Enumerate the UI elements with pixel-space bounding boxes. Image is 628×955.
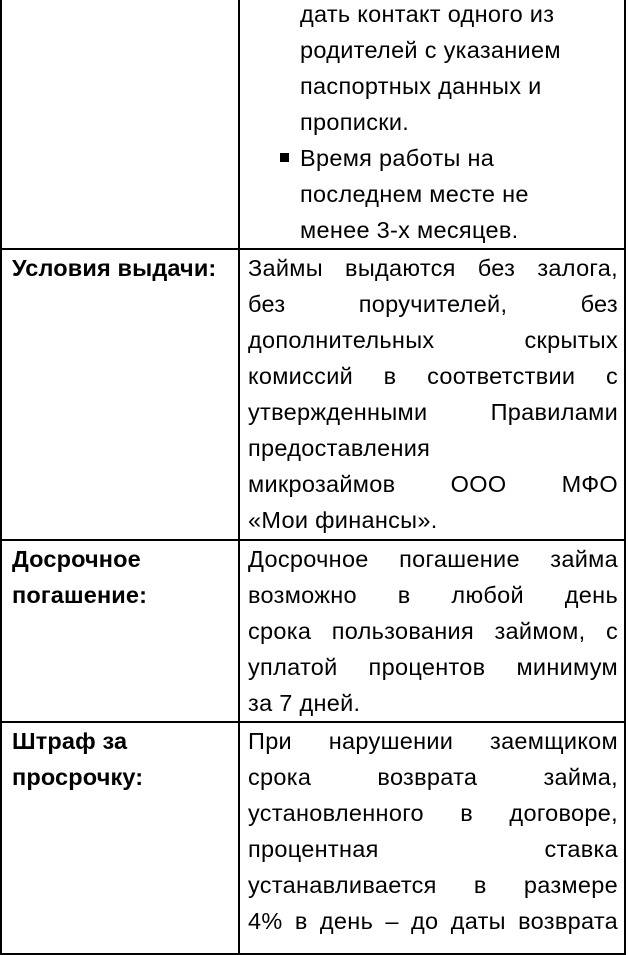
text-line: устанавливается в размере	[248, 872, 618, 898]
text-line: менее 3-х месяцев.	[300, 217, 519, 243]
text-line: дополнительных скрытых	[248, 327, 618, 353]
value-cell-early-repayment	[239, 540, 625, 722]
text-line: 4% в день – до даты возврата	[248, 908, 618, 934]
list-item	[300, 140, 618, 248]
table-row	[1, 722, 625, 954]
text-line: родителей с указанием	[300, 37, 561, 63]
text-line: установленного в договоре,	[248, 800, 618, 826]
label-cell-empty	[1, 0, 239, 249]
text-line: без поручителей, без	[248, 291, 618, 317]
row-label: Штраф за	[12, 728, 128, 754]
label-cell-issue-conditions	[1, 249, 239, 540]
text-line: Досрочное погашение займа	[248, 546, 618, 572]
label-cell-early-repayment	[1, 540, 239, 722]
table-row	[1, 0, 625, 249]
text-line: паспортных данных и	[300, 73, 542, 99]
list-item	[300, 0, 618, 140]
text-line: за 7 дней.	[248, 690, 361, 716]
text-line: утвержденными Правилами	[248, 399, 618, 425]
text-line: «Мои финансы».	[248, 507, 438, 533]
row-value	[248, 723, 618, 939]
text-line: дать контакт одного из	[300, 1, 555, 27]
table-row	[1, 540, 625, 722]
text-line: предоставления	[248, 435, 431, 461]
value-cell-overdue-penalty	[239, 722, 625, 954]
text-line: Время работы на	[300, 145, 495, 171]
row-value	[248, 541, 618, 721]
text-line: Займы выдаются без залога,	[248, 255, 618, 281]
text-line: возможно в любой день	[248, 582, 618, 608]
text-line: последнем месте не	[300, 181, 529, 207]
row-value	[248, 250, 618, 538]
row-label: просрочку:	[12, 764, 144, 790]
label-cell-overdue-penalty	[1, 722, 239, 954]
text-line: прописки.	[300, 109, 410, 135]
text-line: процентная ставка	[248, 836, 618, 862]
text-line: срока пользования займом, с	[248, 618, 618, 644]
requirements-list	[248, 0, 618, 248]
table-row	[1, 249, 625, 540]
text-line: микрозаймов ООО МФО	[248, 471, 618, 497]
text-line: комиссий в соответствии с	[248, 363, 618, 389]
row-label: Условия выдачи:	[12, 255, 217, 281]
value-cell-issue-conditions	[239, 249, 625, 540]
row-label: Досрочное	[12, 546, 141, 572]
text-line: При нарушении заемщиком	[248, 728, 618, 754]
text-line: уплатой процентов минимум	[248, 654, 618, 680]
text-line: срока возврата займа,	[248, 764, 618, 790]
requirements-cell	[239, 0, 625, 249]
row-label: погашение:	[12, 582, 148, 608]
